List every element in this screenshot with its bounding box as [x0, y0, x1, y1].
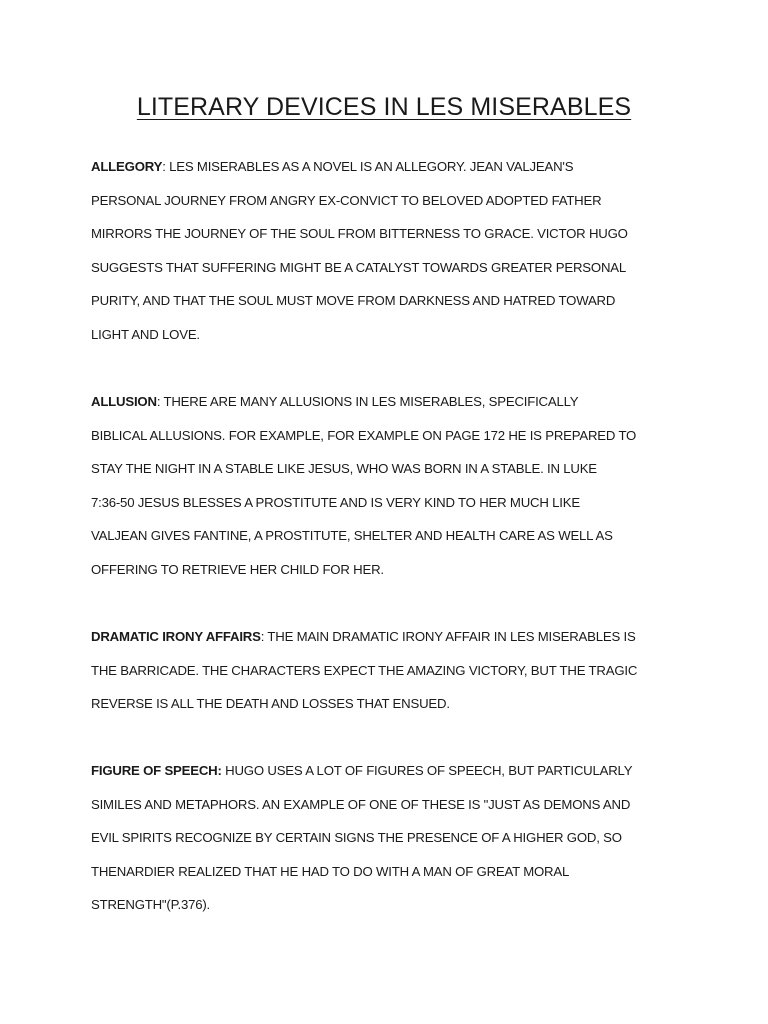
line-text: : THE MAIN DRAMATIC IRONY AFFAIR IN LES MISERABLES IS — [260, 629, 636, 644]
section-allegory — [91, 150, 691, 352]
line-text: : LES MISERABLES AS A NOVEL IS AN ALLEGORY. JEAN VALJEAN'S — [162, 159, 574, 174]
section-dramatic-irony — [91, 620, 691, 721]
paragraph-line: EVIL SPIRITS RECOGNIZE BY CERTAIN SIGNS THE PRESENCE OF A HIGHER GOD, SO — [91, 830, 622, 846]
paragraph-line — [91, 385, 691, 419]
paragraph-line: PERSONAL JOURNEY FROM ANGRY EX-CONVICT TO BELOVED ADOPTED FATHER — [91, 192, 602, 208]
line-text: : THERE ARE MANY ALLUSIONS IN LES MISERABLES, SPECIFICALLY — [156, 394, 579, 409]
paragraph-line: STRENGTH"(P.376). — [91, 897, 211, 913]
term-label: ALLUSION — [91, 394, 157, 409]
paragraph-line: THENARDIER REALIZED THAT HE HAD TO DO WITH A MAN OF GREAT MORAL — [91, 863, 570, 879]
section-allusion — [91, 385, 691, 587]
paragraph-line: SUGGESTS THAT SUFFERING MIGHT BE A CATALYST TOWARDS GREATER PERSONAL — [91, 259, 627, 275]
paragraph-line: PURITY, AND THAT THE SOUL MUST MOVE FROM DARKNESS AND HATRED TOWARD — [91, 293, 616, 309]
paragraph-line: SIMILES AND METAPHORS. AN EXAMPLE OF ONE OF THESE IS "JUST AS DEMONS AND — [91, 796, 631, 812]
term-label: FIGURE OF SPEECH: — [91, 763, 222, 778]
paragraph-line: REVERSE IS ALL THE DEATH AND LOSSES THAT ENSUED. — [91, 696, 450, 712]
line-text: HUGO USES A LOT OF FIGURES OF SPEECH, BUT PARTICULARLY — [221, 763, 633, 778]
paragraph-line: THE BARRICADE. THE CHARACTERS EXPECT THE AMAZING VICTORY, BUT THE TRAGIC — [91, 662, 638, 678]
paragraph-line: MIRRORS THE JOURNEY OF THE SOUL FROM BITTERNESS TO GRACE. VICTOR HUGO — [91, 226, 628, 242]
page-title: LITERARY DEVICES IN LES MISERABLES — [136, 93, 632, 121]
paragraph-line: STAY THE NIGHT IN A STABLE LIKE JESUS, WHO WAS BORN IN A STABLE. IN LUKE — [91, 461, 597, 477]
paragraph-line — [91, 754, 691, 788]
paragraph-line: BIBLICAL ALLUSIONS. FOR EXAMPLE, FOR EXAMPLE ON PAGE 172 HE IS PREPARED TO — [91, 427, 637, 443]
paragraph-line: 7:36-50 JESUS BLESSES A PROSTITUTE AND IS VERY KIND TO HER MUCH LIKE — [91, 494, 580, 510]
paragraph-line: OFFERING TO RETRIEVE HER CHILD FOR HER. — [91, 561, 384, 577]
paragraph-line — [91, 620, 691, 654]
paragraph-line: VALJEAN GIVES FANTINE, A PROSTITUTE, SHELTER AND HEALTH CARE AS WELL AS — [91, 528, 613, 544]
section-figure-of-speech — [91, 754, 691, 922]
term-label: DRAMATIC IRONY AFFAIRS — [91, 629, 261, 644]
paragraph-line — [91, 150, 691, 184]
term-label: ALLEGORY — [91, 159, 163, 174]
paragraph-line: LIGHT AND LOVE. — [91, 326, 200, 342]
